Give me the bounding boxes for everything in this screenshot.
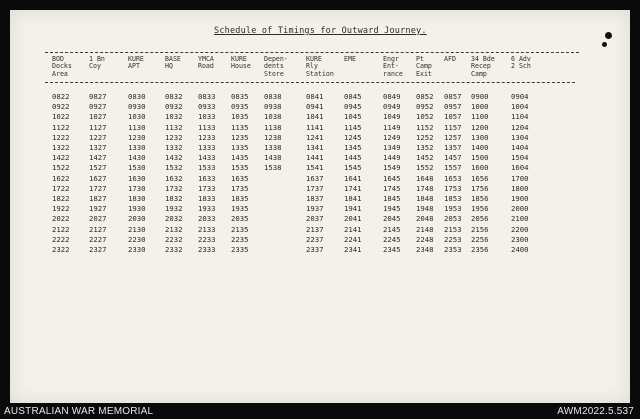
table-cell: 2030 — [128, 214, 146, 224]
table-cell: 1145 — [344, 122, 362, 132]
table-cell: 1635 — [231, 173, 249, 183]
table-cell: 1300 — [471, 132, 489, 142]
table-cell: 1122 — [52, 122, 70, 132]
table-cell: 1452 — [416, 153, 434, 163]
table-cell: 1057 — [444, 112, 462, 122]
table-cell: 1152 — [416, 122, 434, 132]
table-cell: 1932 — [165, 204, 183, 214]
table-cell: 1633 — [198, 173, 216, 183]
table-cell: 2322 — [52, 245, 70, 254]
table-cell: 0838 — [264, 92, 282, 101]
table-cell: 0945 — [344, 102, 362, 112]
table-cell: 1500 — [471, 153, 489, 163]
column-header: Engr Ent- rance — [383, 55, 403, 78]
table-cell: 1800 — [511, 183, 529, 193]
table-cell: 0822 — [52, 92, 70, 101]
table-cell: 1438 — [264, 153, 282, 163]
table-cell: 1935 — [231, 204, 249, 214]
column-header: BOD Docks Area — [52, 55, 72, 78]
table-cell: 1141 — [306, 122, 324, 132]
column-header: EME — [344, 55, 356, 63]
table-cell: 1257 — [444, 132, 462, 142]
table-cell: 2100 — [511, 214, 529, 224]
table-cell: 1727 — [89, 183, 107, 193]
table-cell: 2032 — [165, 214, 183, 224]
table-cell: 2241 — [344, 234, 362, 244]
table-cell: 2048 — [416, 214, 434, 224]
table-cell: 1345 — [344, 143, 362, 152]
table-cell: 1133 — [198, 122, 216, 132]
table-cell: 1748 — [416, 183, 434, 193]
table-cell: 0857 — [444, 92, 462, 101]
table-cell: 1238 — [264, 132, 282, 142]
table-cell: 1937 — [306, 204, 324, 214]
punch-hole — [605, 32, 612, 39]
table-cell: 0830 — [128, 92, 146, 101]
table-cell: 1430 — [128, 153, 146, 163]
table-cell: 0827 — [89, 92, 107, 101]
table-cell: 0922 — [52, 102, 70, 112]
table-cell: 1853 — [444, 194, 462, 203]
table-cell: 2348 — [416, 245, 434, 254]
table-cell: 1835 — [231, 194, 249, 203]
column-header: AFD — [444, 55, 456, 63]
table-cell: 1249 — [383, 132, 401, 142]
table-cell: 1127 — [89, 122, 107, 132]
table-cell: 1722 — [52, 183, 70, 193]
table-cell: 1737 — [306, 183, 324, 193]
table-cell: 1730 — [128, 183, 146, 193]
table-cell: 2000 — [511, 204, 529, 214]
table-cell: 1338 — [264, 143, 282, 152]
table-cell: 1538 — [264, 163, 282, 173]
table-cell: 1335 — [231, 143, 249, 152]
table-cell: 1549 — [383, 163, 401, 173]
table-cell: 1953 — [444, 204, 462, 214]
table-cell: 1930 — [128, 204, 146, 214]
table-cell: 1333 — [198, 143, 216, 152]
table-cell: 0952 — [416, 102, 434, 112]
table-cell: 2133 — [198, 224, 216, 234]
table-cell: 0949 — [383, 102, 401, 112]
table-cell: 2035 — [231, 214, 249, 224]
table-cell: 1545 — [344, 163, 362, 173]
column-header: KURE APT — [128, 55, 144, 71]
table-cell: 1732 — [165, 183, 183, 193]
table-cell: 1941 — [344, 204, 362, 214]
table-cell: 2356 — [471, 245, 489, 254]
table-cell: 1341 — [306, 143, 324, 152]
table-cell: 1856 — [471, 194, 489, 203]
table-cell: 1135 — [231, 122, 249, 132]
table-cell: 1827 — [89, 194, 107, 203]
column-header: 1 Bn Coy — [89, 55, 105, 71]
column-header: 34 Bde Recep Camp — [471, 55, 495, 78]
table-cell: 2056 — [471, 214, 489, 224]
table-cell: 1404 — [511, 143, 529, 152]
table-cell: 0933 — [198, 102, 216, 112]
table-cell: 2156 — [471, 224, 489, 234]
table-cell: 1032 — [165, 112, 183, 122]
table-cell: 0927 — [89, 102, 107, 112]
table-cell: 2327 — [89, 245, 107, 254]
table-cell: 2022 — [52, 214, 70, 224]
table-cell: 2027 — [89, 214, 107, 224]
table-cell: 0938 — [264, 102, 282, 112]
table-cell: 1052 — [416, 112, 434, 122]
table-cell: 2335 — [231, 245, 249, 254]
table-cell: 1522 — [52, 163, 70, 173]
table-cell: 1004 — [511, 102, 529, 112]
table-cell: 1352 — [416, 143, 434, 152]
table-cell: 2232 — [165, 234, 183, 244]
punch-hole — [602, 42, 607, 47]
table-cell: 1700 — [511, 173, 529, 183]
column-header: BASE HQ — [165, 55, 181, 71]
table-cell: 1753 — [444, 183, 462, 193]
table-cell: 2132 — [165, 224, 183, 234]
table-cell: 1532 — [165, 163, 183, 173]
table-cell: 1349 — [383, 143, 401, 152]
table-cell: 1837 — [306, 194, 324, 203]
table-cell: 0849 — [383, 92, 401, 101]
table-cell: 2337 — [306, 245, 324, 254]
table-cell: 1330 — [128, 143, 146, 152]
table-cell: 1449 — [383, 153, 401, 163]
table-cell: 1504 — [511, 153, 529, 163]
table-cell: 2333 — [198, 245, 216, 254]
table-cell: 2037 — [306, 214, 324, 224]
table-cell: 1400 — [471, 143, 489, 152]
table-cell: 1432 — [165, 153, 183, 163]
table-cell: 2033 — [198, 214, 216, 224]
table-cell: 1232 — [165, 132, 183, 142]
table-cell: 1322 — [52, 143, 70, 152]
table-cell: 1645 — [383, 173, 401, 183]
table-cell: 1138 — [264, 122, 282, 132]
table-cell: 1848 — [416, 194, 434, 203]
table-cell: 1604 — [511, 163, 529, 173]
table-cell: 0957 — [444, 102, 462, 112]
table-cell: 1445 — [344, 153, 362, 163]
table-cell: 1533 — [198, 163, 216, 173]
table-cell: 1637 — [306, 173, 324, 183]
table-cell: 2248 — [416, 234, 434, 244]
table-cell: 1038 — [264, 112, 282, 122]
table-cell: 1045 — [344, 112, 362, 122]
header-bottom-rule — [45, 82, 575, 83]
table-cell: 0900 — [471, 92, 489, 101]
table-cell: 1535 — [231, 163, 249, 173]
table-cell: 1927 — [89, 204, 107, 214]
table-cell: 1832 — [165, 194, 183, 203]
column-header: YMCA Road — [198, 55, 214, 71]
table-cell: 1222 — [52, 132, 70, 142]
table-cell: 2153 — [444, 224, 462, 234]
table-cell: 2122 — [52, 224, 70, 234]
table-cell: 1132 — [165, 122, 183, 132]
table-cell: 2353 — [444, 245, 462, 254]
column-header: KURE Rly Station — [306, 55, 334, 78]
table-cell: 1030 — [128, 112, 146, 122]
table-cell: 0832 — [165, 92, 183, 101]
table-cell: 1822 — [52, 194, 70, 203]
table-cell: 1648 — [416, 173, 434, 183]
table-cell: 1656 — [471, 173, 489, 183]
table-cell: 1527 — [89, 163, 107, 173]
table-cell: 1022 — [52, 112, 70, 122]
table-cell: 0904 — [511, 92, 529, 101]
table-cell: 1000 — [471, 102, 489, 112]
table-cell: 1948 — [416, 204, 434, 214]
footer-accession-number: AWM2022.5.537 — [557, 406, 634, 417]
table-cell: 0935 — [231, 102, 249, 112]
table-cell: 2245 — [383, 234, 401, 244]
table-cell: 1157 — [444, 122, 462, 132]
table-cell: 2256 — [471, 234, 489, 244]
table-cell: 1557 — [444, 163, 462, 173]
table-cell: 2145 — [383, 224, 401, 234]
table-cell: 2235 — [231, 234, 249, 244]
header-top-rule — [45, 52, 579, 53]
table-cell: 1630 — [128, 173, 146, 183]
table-cell: 1945 — [383, 204, 401, 214]
table-cell: 1422 — [52, 153, 70, 163]
table-cell: 0833 — [198, 92, 216, 101]
table-cell: 2127 — [89, 224, 107, 234]
column-header: 6 Adv 2 Sch — [511, 55, 531, 71]
table-cell: 2233 — [198, 234, 216, 244]
table-cell: 2253 — [444, 234, 462, 244]
table-cell: 1235 — [231, 132, 249, 142]
table-cell: 1204 — [511, 122, 529, 132]
table-cell: 2137 — [306, 224, 324, 234]
table-cell: 2148 — [416, 224, 434, 234]
table-cell: 1632 — [165, 173, 183, 183]
table-cell: 1530 — [128, 163, 146, 173]
table-cell: 1130 — [128, 122, 146, 132]
table-cell: 1735 — [231, 183, 249, 193]
table-cell: 1027 — [89, 112, 107, 122]
column-header: KURE House — [231, 55, 251, 71]
column-header: Pt Camp Exit — [416, 55, 432, 78]
table-cell: 1104 — [511, 112, 529, 122]
table-cell: 0845 — [344, 92, 362, 101]
table-cell: 1756 — [471, 183, 489, 193]
table-cell: 2230 — [128, 234, 146, 244]
table-cell: 1833 — [198, 194, 216, 203]
table-cell: 1149 — [383, 122, 401, 132]
table-cell: 2341 — [344, 245, 362, 254]
table-cell: 2227 — [89, 234, 107, 244]
table-cell: 1435 — [231, 153, 249, 163]
table-cell: 0841 — [306, 92, 324, 101]
table-cell: 1227 — [89, 132, 107, 142]
table-cell: 1933 — [198, 204, 216, 214]
table-cell: 1627 — [89, 173, 107, 183]
table-cell: 1332 — [165, 143, 183, 152]
table-cell: 2041 — [344, 214, 362, 224]
table-cell: 0852 — [416, 92, 434, 101]
table-cell: 2045 — [383, 214, 401, 224]
table-cell: 1900 — [511, 194, 529, 203]
table-cell: 1457 — [444, 153, 462, 163]
table-cell: 1033 — [198, 112, 216, 122]
table-cell: 1733 — [198, 183, 216, 193]
table-cell: 2222 — [52, 234, 70, 244]
table-cell: 1245 — [344, 132, 362, 142]
table-cell: 2053 — [444, 214, 462, 224]
table-cell: 2135 — [231, 224, 249, 234]
table-cell: 2300 — [511, 234, 529, 244]
table-cell: 1845 — [383, 194, 401, 203]
table-cell: 1327 — [89, 143, 107, 152]
table-cell: 1433 — [198, 153, 216, 163]
table-cell: 1622 — [52, 173, 70, 183]
table-cell: 1200 — [471, 122, 489, 132]
table-cell: 1035 — [231, 112, 249, 122]
table-cell: 2130 — [128, 224, 146, 234]
table-cell: 1745 — [383, 183, 401, 193]
table-cell: 1357 — [444, 143, 462, 152]
table-cell: 2200 — [511, 224, 529, 234]
table-cell: 1541 — [306, 163, 324, 173]
table-cell: 1830 — [128, 194, 146, 203]
table-cell: 1956 — [471, 204, 489, 214]
table-cell: 1441 — [306, 153, 324, 163]
table-cell: 0930 — [128, 102, 146, 112]
table-cell: 2330 — [128, 245, 146, 254]
table-cell: 0835 — [231, 92, 249, 101]
footer-institution: AUSTRALIAN WAR MEMORIAL — [4, 406, 154, 417]
table-cell: 1241 — [306, 132, 324, 142]
table-cell: 1653 — [444, 173, 462, 183]
table-cell: 1041 — [306, 112, 324, 122]
table-cell: 2332 — [165, 245, 183, 254]
table-cell: 1427 — [89, 153, 107, 163]
table-cell: 1304 — [511, 132, 529, 142]
table-cell: 2237 — [306, 234, 324, 244]
table-cell: 2141 — [344, 224, 362, 234]
table-cell: 1233 — [198, 132, 216, 142]
table-cell: 1641 — [344, 173, 362, 183]
table-cell: 1230 — [128, 132, 146, 142]
table-cell: 1252 — [416, 132, 434, 142]
table-cell: 1100 — [471, 112, 489, 122]
table-cell: 0941 — [306, 102, 324, 112]
table-cell: 0932 — [165, 102, 183, 112]
table-cell: 1049 — [383, 112, 401, 122]
table-cell: 1741 — [344, 183, 362, 193]
table-cell: 2400 — [511, 245, 529, 254]
document-title: Schedule of Timings for Outward Journey. — [214, 26, 427, 36]
table-cell: 1841 — [344, 194, 362, 203]
column-header: Depen- dents Store — [264, 55, 288, 78]
table-cell: 2345 — [383, 245, 401, 254]
table-cell: 1600 — [471, 163, 489, 173]
table-cell: 1922 — [52, 204, 70, 214]
table-cell: 1552 — [416, 163, 434, 173]
